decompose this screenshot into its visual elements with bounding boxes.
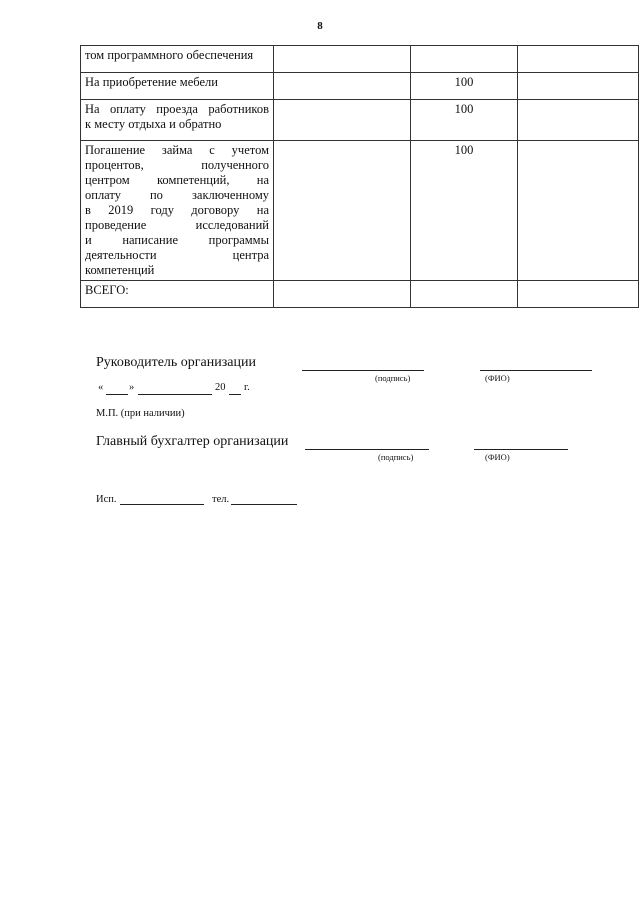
row-label-line: центром компетенций, на [85, 173, 269, 187]
accountant-fio-line [474, 449, 568, 450]
date-year-line [229, 394, 241, 395]
cell [274, 281, 411, 308]
cell: 100 [411, 73, 518, 100]
row-label-line: проведение исследований [85, 218, 269, 232]
executor-line [120, 504, 204, 505]
table-row [81, 100, 639, 141]
row-label [81, 100, 274, 141]
row-label: том программного обеспечения [81, 46, 274, 73]
row-label-line: Погашение займа с учетом [85, 143, 269, 157]
total-label: ВСЕГО: [81, 281, 274, 308]
date-close-quote: » [129, 382, 135, 393]
cell [411, 281, 518, 308]
phone-label: тел. [212, 494, 230, 505]
cell [274, 73, 411, 100]
cell [518, 281, 639, 308]
table-row [81, 46, 639, 73]
head-label: Руководитель организации [96, 355, 256, 370]
cell: 100 [411, 141, 518, 281]
head-fio-caption: (ФИО) [485, 373, 510, 383]
accountant-label: Главный бухгалтер организации [96, 434, 289, 449]
row-label [81, 141, 274, 281]
cell [518, 46, 639, 73]
budget-table [80, 45, 639, 308]
accountant-signature-caption: (подпись) [378, 452, 414, 462]
cell [518, 141, 639, 281]
cell [274, 46, 411, 73]
date-year-suffix: г. [244, 382, 250, 393]
phone-line [231, 504, 297, 505]
cell [518, 73, 639, 100]
table-row [81, 141, 639, 281]
head-fio-line [480, 370, 592, 371]
accountant-fio-caption: (ФИО) [485, 452, 510, 462]
row-label-line: в 2019 году договору на [85, 203, 269, 217]
cell: 100 [411, 100, 518, 141]
executor-label: Исп. [96, 494, 117, 505]
row-label-line: и написание программы [85, 233, 269, 247]
row-label: На приобретение мебели [81, 73, 274, 100]
head-signature-line [302, 370, 424, 371]
head-signature-caption: (подпись) [375, 373, 411, 383]
cell [274, 100, 411, 141]
date-day-line [106, 394, 128, 395]
stamp-label: М.П. (при наличии) [96, 408, 185, 419]
row-label-line: компетенций [85, 263, 155, 277]
row-label-line: оплату по заключенному [85, 188, 269, 202]
date-year-prefix: 20 [215, 382, 226, 393]
row-label-line: процентов, полученного [85, 158, 269, 172]
accountant-signature-line [305, 449, 429, 450]
row-label-line: На оплату проезда работников [85, 102, 269, 116]
cell [411, 46, 518, 73]
table-row [81, 73, 639, 100]
row-label-line: к месту отдыха и обратно [85, 117, 222, 131]
row-label-line: деятельности центра [85, 248, 269, 262]
cell [274, 141, 411, 281]
date-open-quote: « [98, 382, 104, 393]
table-row [81, 281, 639, 308]
cell [518, 100, 639, 141]
date-month-line [138, 394, 212, 395]
page-number: 8 [317, 20, 323, 32]
